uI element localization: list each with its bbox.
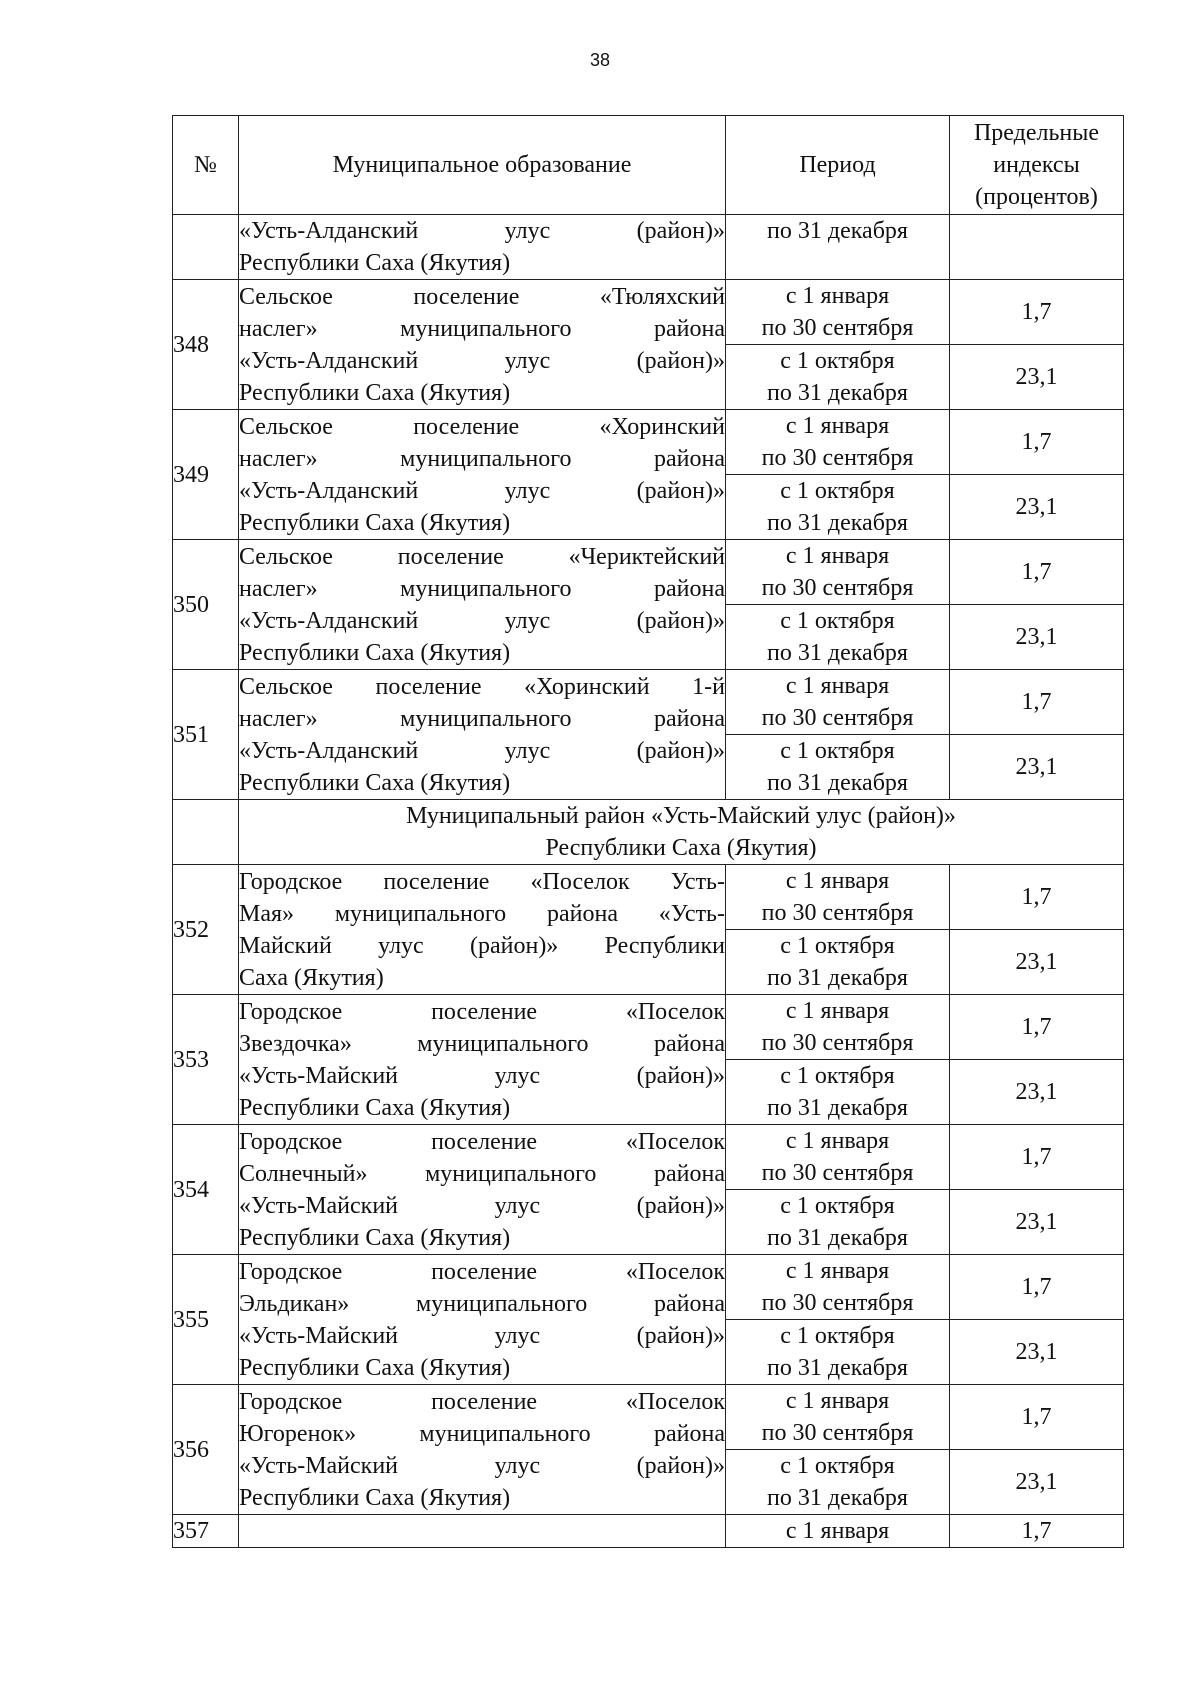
page-number: 38 <box>589 50 611 70</box>
municipality-line: Республики Саха (Якутия) <box>239 1354 511 1381</box>
municipality-line: «Усть-Майский улус (район)» <box>239 1062 725 1089</box>
period-cell <box>726 1060 950 1125</box>
period-line: с 1 января <box>785 543 890 569</box>
municipality-line: Республики Саха (Якутия) <box>239 250 511 276</box>
row-number-cell: 352 <box>173 865 239 995</box>
header-index-line: индексы <box>993 152 1080 178</box>
period-line: по 31 декабря <box>767 1355 908 1381</box>
period-cell: с 1 января <box>726 1515 950 1548</box>
municipality-line: Сельское поселение «Хоринский 1-й <box>239 673 725 700</box>
period-line: по 31 декабря <box>767 770 908 796</box>
index-cell <box>950 215 1124 280</box>
municipality-cell <box>239 995 726 1125</box>
municipality-line: Республики Саха (Якутия) <box>239 639 511 666</box>
period-line: с 1 октября <box>780 1323 895 1349</box>
index-cell: 23,1 <box>950 1190 1124 1255</box>
municipality-line: Городское поселение «Поселок Усть- <box>239 868 725 895</box>
municipality-line: Сельское поселение «Хоринский <box>239 413 725 440</box>
index-cell: 1,7 <box>950 1125 1124 1190</box>
municipality-cell <box>239 670 726 800</box>
table-row <box>173 1515 1124 1548</box>
period-line: по 31 декабря <box>767 380 908 406</box>
period-line: с 1 января <box>785 1388 890 1414</box>
municipality-line: Республики Саха (Якутия) <box>239 1224 511 1251</box>
group-heading-row <box>173 800 1124 865</box>
period-cell <box>726 1450 950 1515</box>
period-line: с 1 января <box>785 1128 890 1154</box>
municipality-line: Звездочка» муниципального района <box>239 1030 725 1057</box>
period-line: с 1 октября <box>780 933 895 959</box>
municipality-line: Городское поселение «Поселок <box>239 1388 725 1415</box>
municipality-line: Городское поселение «Поселок <box>239 998 725 1025</box>
period-cell <box>726 930 950 995</box>
table-row <box>173 540 1124 605</box>
index-cell: 23,1 <box>950 345 1124 410</box>
period-line: с 1 января <box>785 413 890 439</box>
period-line: по 30 сентября <box>761 900 914 926</box>
header-municipality: Муниципальное образование <box>239 116 726 215</box>
municipality-line: Майский улус (район)» Республики <box>239 932 725 959</box>
municipality-line: Республики Саха (Якутия) <box>239 1484 511 1511</box>
header-number: № <box>173 116 239 215</box>
municipality-line: «Усть-Майский улус (район)» <box>239 1192 725 1219</box>
continuation-row <box>173 215 1124 280</box>
row-number-cell: 353 <box>173 995 239 1125</box>
row-number-cell: 356 <box>173 1385 239 1515</box>
period-cell <box>726 1385 950 1450</box>
table-row <box>173 410 1124 475</box>
municipality-line: Республики Саха (Якутия) <box>239 1094 511 1121</box>
period-cell <box>726 540 950 605</box>
municipality-cell <box>239 540 726 670</box>
district-heading-line: Республики Саха (Якутия) <box>545 835 817 861</box>
period-line: с 1 октября <box>780 1453 895 1479</box>
period-line: по 30 сентября <box>761 575 914 601</box>
municipality-cell <box>239 410 726 540</box>
municipality-line: «Усть-Алданский улус (район)» <box>239 607 725 634</box>
index-cell: 23,1 <box>950 930 1124 995</box>
period-line: по 31 декабря <box>767 1095 908 1121</box>
index-cell: 23,1 <box>950 605 1124 670</box>
period-line: с 1 октября <box>780 1193 895 1219</box>
municipality-line: «Усть-Майский улус (район)» <box>239 1322 725 1349</box>
period-line: по 30 сентября <box>761 315 914 341</box>
row-number-cell: 350 <box>173 540 239 670</box>
period-line: по 31 декабря <box>767 1225 908 1251</box>
header-period: Период <box>726 116 950 215</box>
municipality-line: наслег» муниципального района <box>239 445 725 472</box>
index-cell: 1,7 <box>950 410 1124 475</box>
period-cell <box>726 735 950 800</box>
municipality-line: Мая» муниципального района «Усть- <box>239 900 725 927</box>
municipality-line: «Усть-Майский улус (район)» <box>239 1452 725 1479</box>
row-number-cell: 349 <box>173 410 239 540</box>
index-cell: 1,7 <box>950 865 1124 930</box>
period-cell <box>726 605 950 670</box>
period-cell <box>726 280 950 345</box>
index-cell: 1,7 <box>950 280 1124 345</box>
period-cell <box>726 1190 950 1255</box>
table-row <box>173 1385 1124 1450</box>
table-row <box>173 1125 1124 1190</box>
table-row <box>173 280 1124 345</box>
municipality-line: Солнечный» муниципального района <box>239 1160 725 1187</box>
municipality-cell <box>239 1385 726 1515</box>
row-number-cell: 348 <box>173 280 239 410</box>
municipality-line: Югоренок» муниципального района <box>239 1420 725 1447</box>
municipality-cell <box>239 280 726 410</box>
municipality-line: Городское поселение «Поселок <box>239 1258 725 1285</box>
period-line: по 30 сентября <box>761 705 914 731</box>
period-cell <box>726 475 950 540</box>
index-cell: 23,1 <box>950 1060 1124 1125</box>
period-line: по 30 сентября <box>761 445 914 471</box>
period-cell <box>726 865 950 930</box>
period-line: с 1 октября <box>780 1063 895 1089</box>
index-cell: 23,1 <box>950 1320 1124 1385</box>
municipality-cell <box>239 1255 726 1385</box>
table-row <box>173 865 1124 930</box>
municipality-line: «Усть-Алданский улус (район)» <box>239 347 725 374</box>
index-cell: 1,7 <box>950 1255 1124 1320</box>
municipality-line: «Усть-Алданский улус (район)» <box>239 218 725 244</box>
period-line: по 31 декабря <box>767 510 908 536</box>
municipality-line: Республики Саха (Якутия) <box>239 769 511 796</box>
period-cell: по 31 декабря <box>726 215 950 280</box>
row-number-cell: 357 <box>173 1515 239 1548</box>
period-cell <box>726 345 950 410</box>
period-line: с 1 января <box>785 283 890 309</box>
period-cell <box>726 670 950 735</box>
period-cell <box>726 1320 950 1385</box>
municipality-line: Республики Саха (Якутия) <box>239 379 511 406</box>
municipality-line: Сельское поселение «Чериктейский <box>239 543 725 570</box>
table-row <box>173 1255 1124 1320</box>
index-cell: 1,7 <box>950 995 1124 1060</box>
index-cell: 1,7 <box>950 540 1124 605</box>
row-number-cell: 351 <box>173 670 239 800</box>
period-cell <box>726 1255 950 1320</box>
index-cell: 1,7 <box>950 1515 1124 1548</box>
table-header-row <box>173 116 1124 215</box>
index-cell: 1,7 <box>950 670 1124 735</box>
index-cell: 1,7 <box>950 1385 1124 1450</box>
table-row <box>173 995 1124 1060</box>
index-cell: 23,1 <box>950 735 1124 800</box>
header-index-line: Предельные <box>973 120 1100 146</box>
table-row <box>173 670 1124 735</box>
district-heading <box>239 800 1124 865</box>
row-number-cell <box>173 800 239 865</box>
row-number-cell: 354 <box>173 1125 239 1255</box>
municipality-line: наслег» муниципального района <box>239 575 725 602</box>
municipality-line: Сельское поселение «Тюляхский <box>239 283 725 310</box>
index-cell: 23,1 <box>950 1450 1124 1515</box>
period-cell <box>726 410 950 475</box>
period-line: по 30 сентября <box>761 1290 914 1316</box>
period-line: с 1 января <box>785 868 890 894</box>
period-line: по 31 декабря <box>767 640 908 666</box>
municipality-cell <box>239 1125 726 1255</box>
period-line: по 31 декабря <box>767 965 908 991</box>
municipality-line: «Усть-Алданский улус (район)» <box>239 737 725 764</box>
municipality-line: Эльдикан» муниципального района <box>239 1290 725 1317</box>
period-line: по 30 сентября <box>761 1030 914 1056</box>
municipality-line: Республики Саха (Якутия) <box>239 509 511 536</box>
district-heading-line: Муниципальный район «Усть-Майский улус (район)» <box>406 803 956 829</box>
period-line: с 1 января <box>785 998 890 1024</box>
period-line: по 30 сентября <box>761 1420 914 1446</box>
municipality-line: наслег» муниципального района <box>239 705 725 732</box>
limit-indices-table <box>172 115 1124 1548</box>
period-line: с 1 октября <box>780 348 895 374</box>
header-index-line: (процентов) <box>975 184 1098 210</box>
municipality-cell <box>239 215 726 280</box>
period-line: с 1 октября <box>780 738 895 764</box>
municipality-line: Саха (Якутия) <box>239 964 384 991</box>
period-line: по 31 декабря <box>767 1485 908 1511</box>
period-line: с 1 октября <box>780 608 895 634</box>
municipality-line: «Усть-Алданский улус (район)» <box>239 477 725 504</box>
period-line: с 1 января <box>785 673 890 699</box>
municipality-cell <box>239 1515 726 1548</box>
municipality-line: наслег» муниципального района <box>239 315 725 342</box>
period-line: с 1 января <box>785 1258 890 1284</box>
index-cell: 23,1 <box>950 475 1124 540</box>
period-cell <box>726 1125 950 1190</box>
period-line: по 30 сентября <box>761 1160 914 1186</box>
row-number-cell <box>173 215 239 280</box>
row-number-cell: 355 <box>173 1255 239 1385</box>
header-limit-index <box>950 116 1124 215</box>
municipality-cell <box>239 865 726 995</box>
period-line: с 1 октября <box>780 478 895 504</box>
period-cell <box>726 995 950 1060</box>
municipality-line: Городское поселение «Поселок <box>239 1128 725 1155</box>
